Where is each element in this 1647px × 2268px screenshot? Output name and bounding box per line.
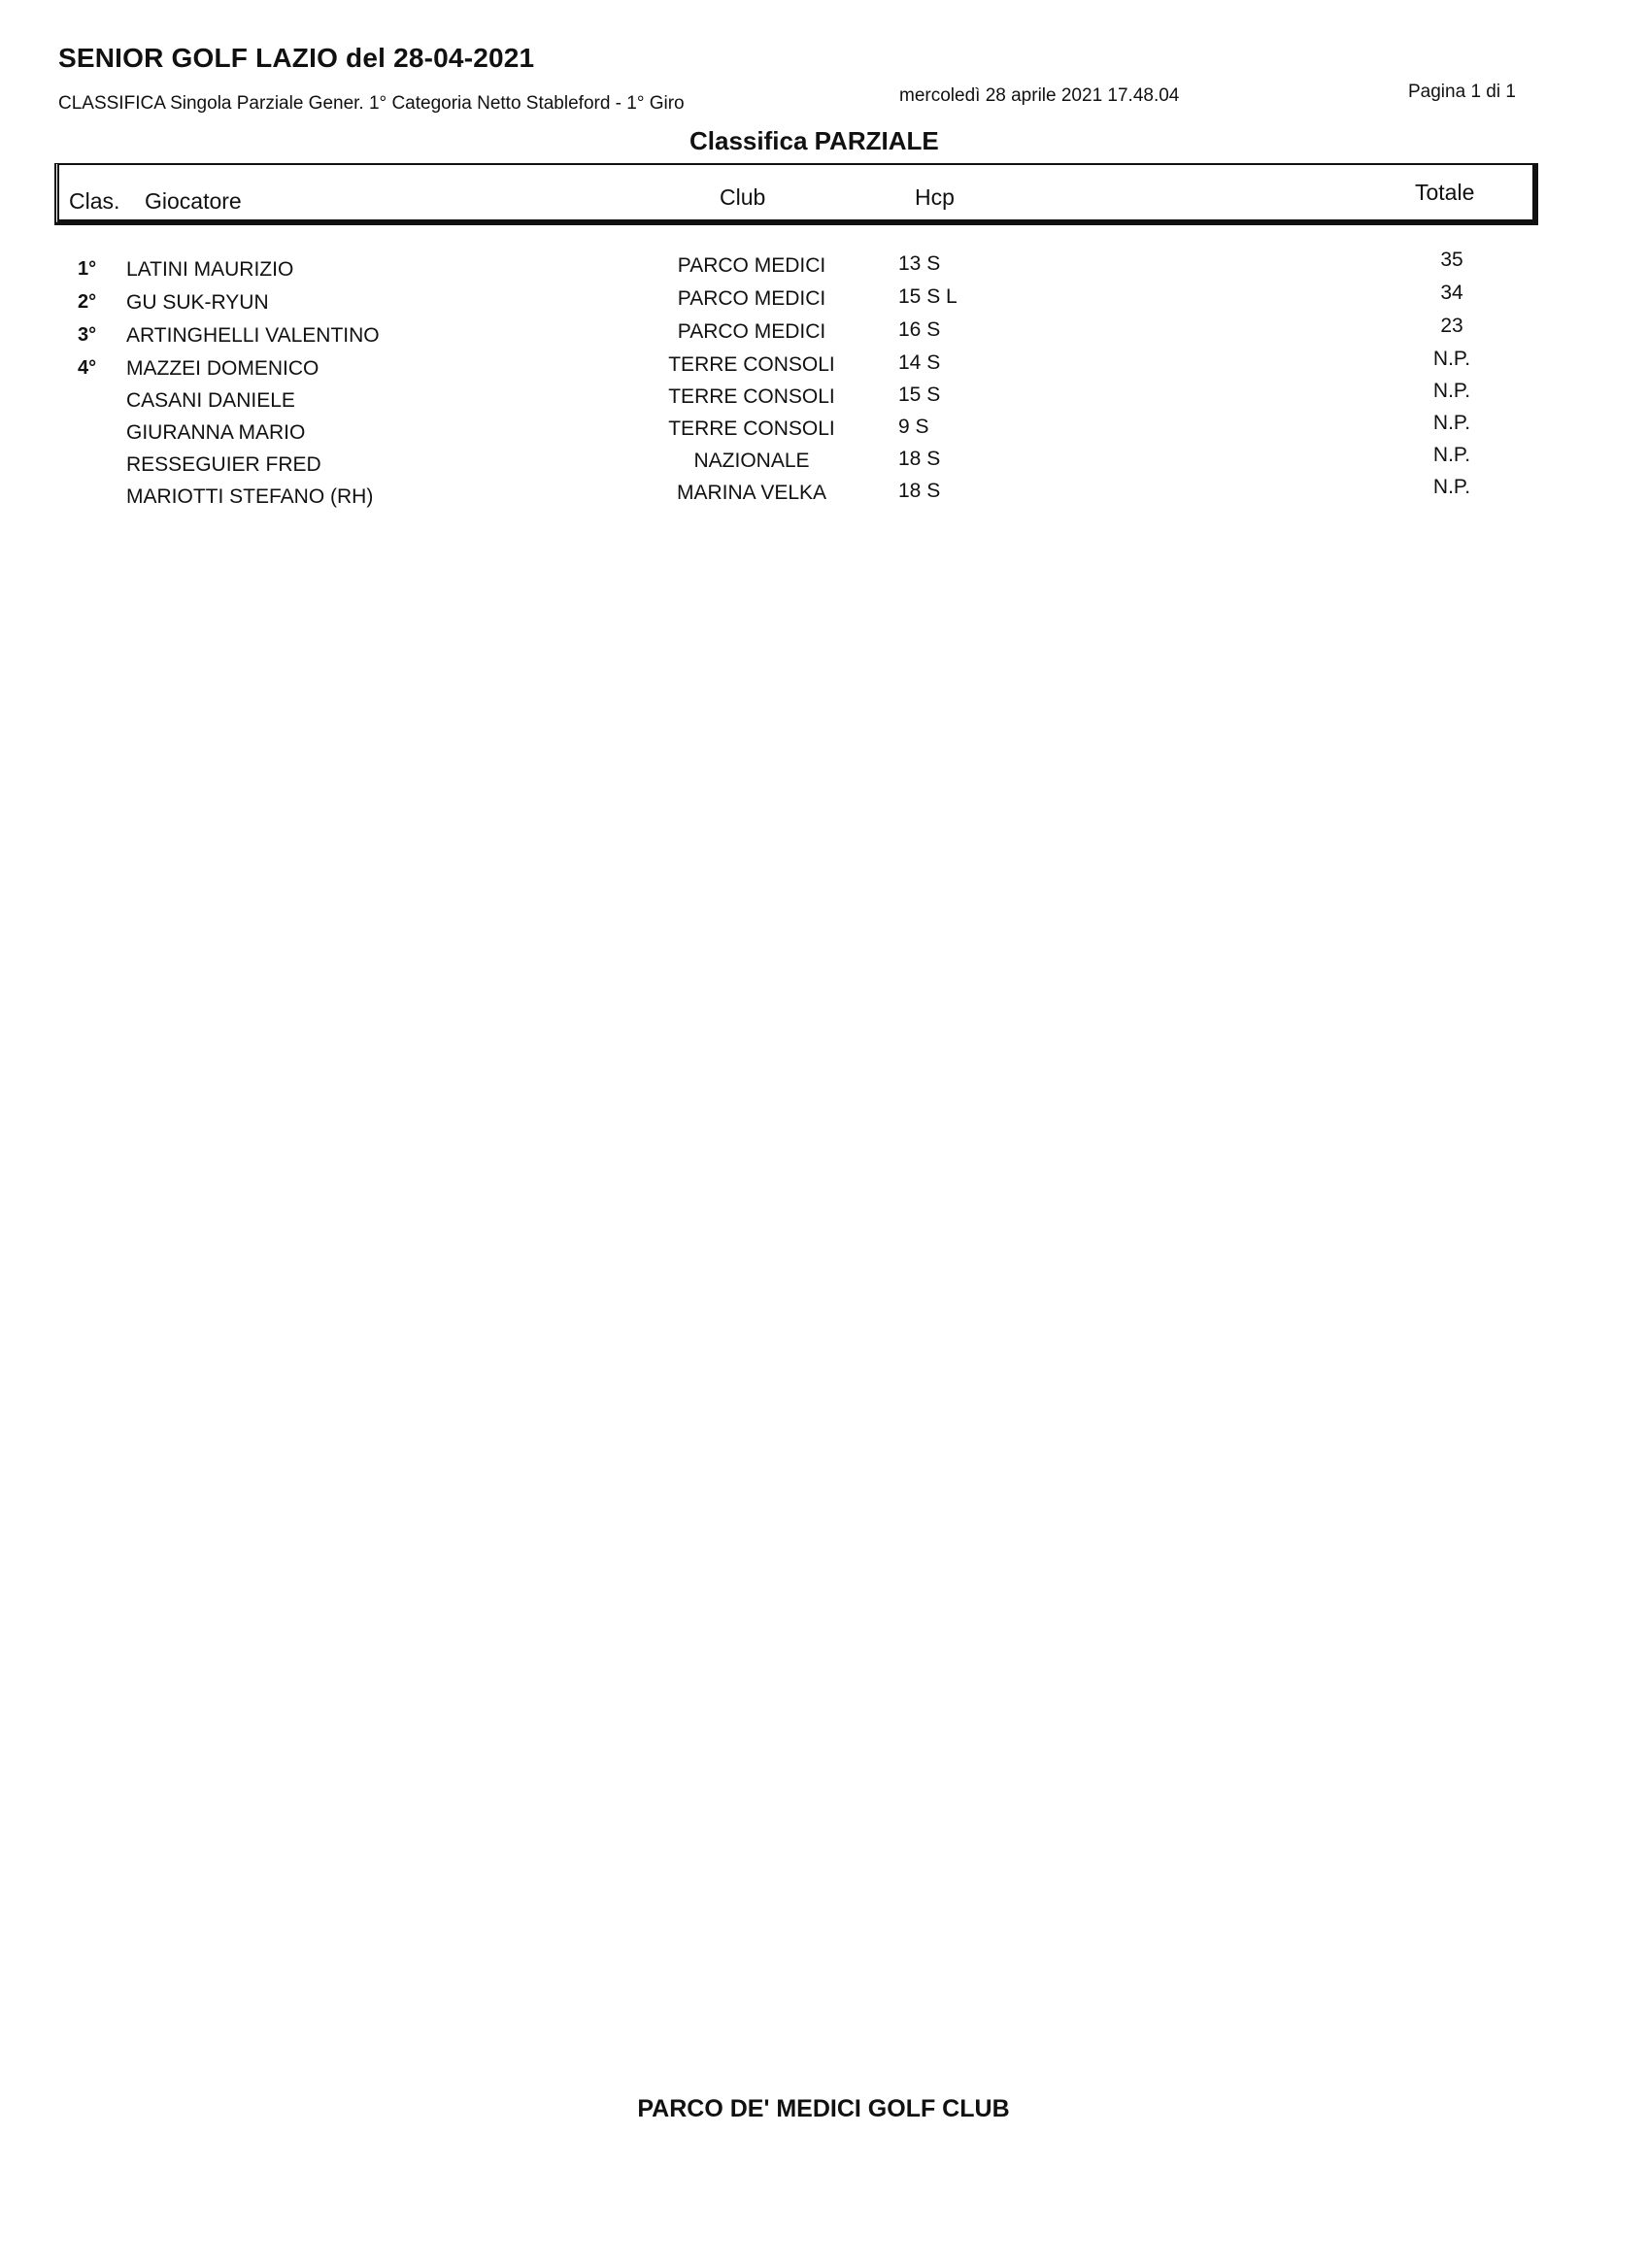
footer-club-name: PARCO DE' MEDICI GOLF CLUB xyxy=(637,2095,1010,2122)
row-player-name: MAZZEI DOMENICO xyxy=(126,357,319,380)
row-club: MARINA VELKA xyxy=(676,482,827,504)
row-player-name: GU SUK-RYUN xyxy=(126,291,269,314)
row-club: PARCO MEDICI xyxy=(677,254,826,277)
row-player-name: LATINI MAURIZIO xyxy=(126,258,294,281)
column-header-totale: Totale xyxy=(1415,180,1475,205)
table-row xyxy=(0,412,1647,447)
row-position: 2° xyxy=(78,291,97,313)
section-title: Classifica PARZIALE xyxy=(689,126,939,155)
table-row xyxy=(0,249,1647,284)
table-row xyxy=(0,282,1647,317)
report-datetime: mercoledì 28 aprile 2021 17.48.04 xyxy=(899,85,1180,106)
row-player-name: GIURANNA MARIO xyxy=(126,421,306,444)
row-position: 4° xyxy=(78,357,97,379)
column-header-hcp: Hcp xyxy=(915,184,955,210)
row-handicap: 15 S xyxy=(898,384,941,406)
row-total: N.P. xyxy=(1432,348,1471,370)
row-total: 23 xyxy=(1440,315,1463,337)
row-handicap: 9 S xyxy=(898,416,929,438)
row-handicap: 18 S xyxy=(898,448,941,470)
column-header-clas: Clas. xyxy=(69,188,120,214)
table-row xyxy=(0,380,1647,415)
row-handicap: 13 S xyxy=(898,252,941,275)
row-total: N.P. xyxy=(1432,412,1471,434)
row-club: TERRE CONSOLI xyxy=(668,385,835,408)
row-total: N.P. xyxy=(1432,476,1471,498)
page-number: Pagina 1 di 1 xyxy=(1408,82,1516,102)
row-club: PARCO MEDICI xyxy=(677,320,826,343)
report-title: SENIOR GOLF LAZIO del 28-04-2021 xyxy=(58,43,535,73)
row-handicap: 16 S xyxy=(898,318,941,341)
table-header xyxy=(54,163,1538,225)
row-total: 34 xyxy=(1440,282,1463,304)
row-club: NAZIONALE xyxy=(693,450,810,472)
table-row xyxy=(0,348,1647,383)
row-player-name: MARIOTTI STEFANO (RH) xyxy=(126,485,374,508)
row-total: N.P. xyxy=(1432,444,1471,466)
table-row xyxy=(0,444,1647,479)
column-header-club: Club xyxy=(720,184,766,210)
row-club: PARCO MEDICI xyxy=(677,287,826,310)
row-handicap: 14 S xyxy=(898,351,941,374)
row-club: TERRE CONSOLI xyxy=(668,417,835,440)
row-position: 3° xyxy=(78,324,97,346)
table-row xyxy=(0,315,1647,350)
row-club: TERRE CONSOLI xyxy=(668,353,835,376)
row-player-name: RESSEGUIER FRED xyxy=(126,453,321,476)
row-handicap: 18 S xyxy=(898,480,941,502)
table-row xyxy=(0,476,1647,511)
row-position: 1° xyxy=(78,258,97,280)
row-player-name: CASANI DANIELE xyxy=(126,389,295,412)
row-total: 35 xyxy=(1440,249,1463,271)
report-subtitle: CLASSIFICA Singola Parziale Gener. 1° Categoria Netto Stableford - 1° Giro xyxy=(58,93,685,114)
column-header-giocatore: Giocatore xyxy=(145,188,242,214)
row-total: N.P. xyxy=(1432,380,1471,402)
row-player-name: ARTINGHELLI VALENTINO xyxy=(126,324,380,347)
row-handicap: 15 S L xyxy=(898,285,958,308)
